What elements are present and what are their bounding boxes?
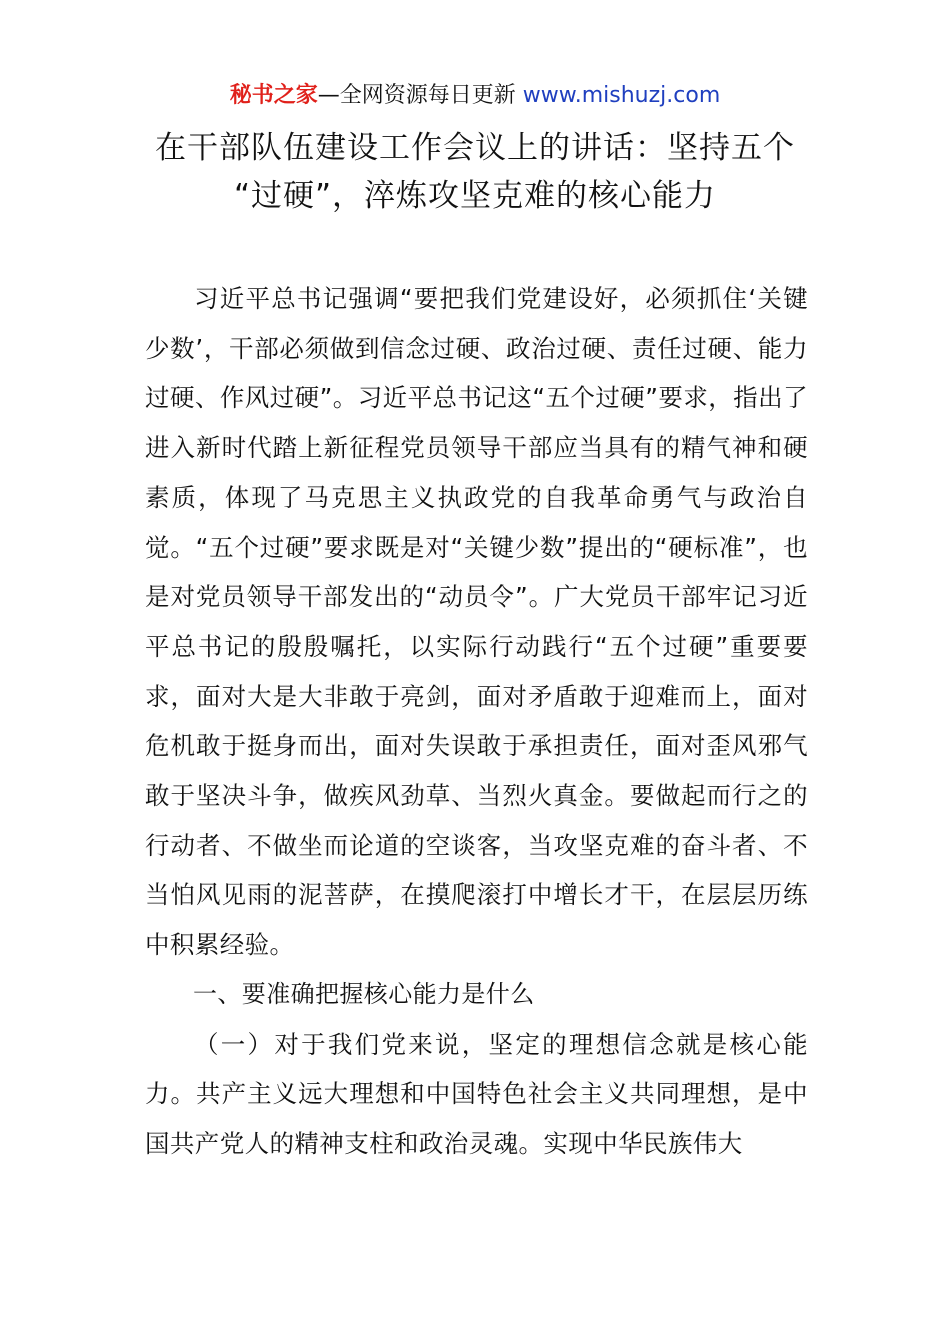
brand-name: 秘书之家: [229, 83, 318, 108]
section-heading-1: 一、要准确把握核心能力是什么: [193, 979, 535, 1008]
site-banner: [0, 80, 950, 112]
title-line-2: “过硬”，淬炼攻坚克难的核心能力: [233, 178, 717, 214]
body-paragraph-1: 习近平总书记强调“要把我们党建设好，必须抓住‘关键少数’，干部必须做到信念过硬、政治过硬、责任过硬、能力过硬、作风过硬”。习近平总书记这“五个过硬”要求，指出了进入新时代踏上新征程党员领导干部应当具有的精气神和硬素质，体现了马克思主义执政党的自我革命勇气与政治自觉。“五个过硬”要求既是对“关键少数”提出的“硬标准”，也是对党员领导干部发出的“动员令”。广大党员干部牢记习近平总书记的殷殷嘱托，以实际行动践行“五个过硬”重要要求，面对大是大非敢于亮剑，面对矛盾敢于迎难而上，面对危机敢于挺身而出，面对失误敢于承担责任，面对歪风邪气敢于坚决斗争，做疾风劲草、当烈火真金。要做起而行之的行动者、不做坐而论道的空谈客，当攻坚克难的奋斗者、不当怕风见雨的泥菩萨，在摸爬滚打中增长才干，在层层历练中积累经验。: [145, 284, 808, 960]
body-paragraph-2: （一）对于我们党来说，坚定的理想信念就是核心能力。共产主义远大理想和中国特色社会主义共同理想，是中国共产党人的精神支柱和政治灵魂。实现中华民族伟大: [145, 1029, 808, 1158]
document-body: [145, 274, 808, 1169]
banner-tagline: —全网资源每日更新: [317, 83, 523, 108]
site-url-link[interactable]: www.mishuzj.com: [522, 83, 721, 108]
document-title: [100, 124, 850, 220]
title-line-1: 在干部队伍建设工作会议上的讲话：坚持五个: [155, 130, 795, 166]
